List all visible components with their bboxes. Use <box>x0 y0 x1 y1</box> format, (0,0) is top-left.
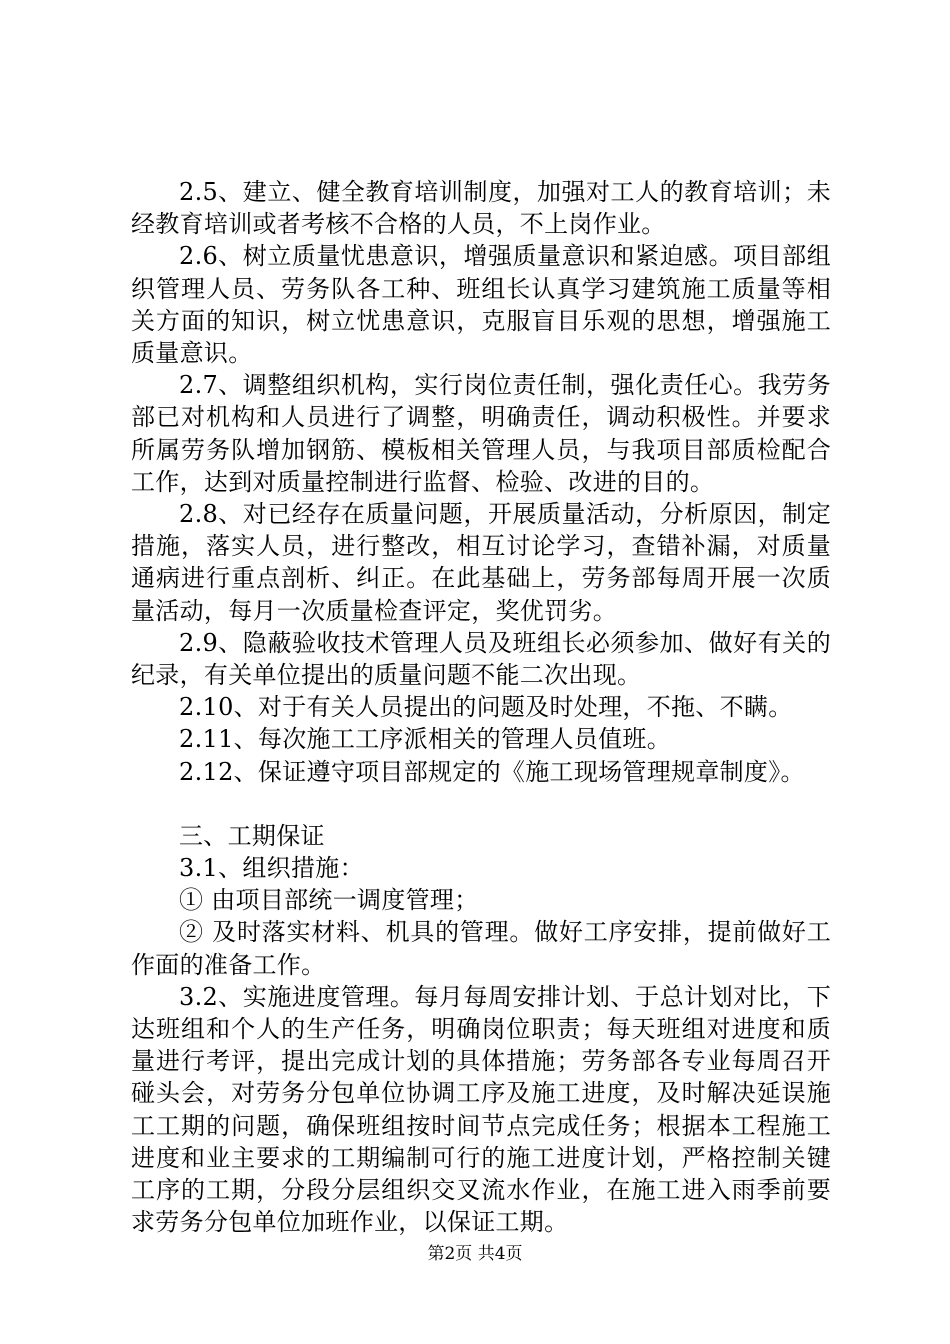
list-item-1: ① 由项目部统一调度管理； <box>179 886 479 915</box>
paragraph-2-7: 2.7、调整组织机构，实行岗位责任制，强化责任心。我劳务部已对机构和人员进行了调整，明确责任，调动积极性。并要求所属劳务队增加钢筋、模板相关管理人员，与我项目部质检配合工作，达到对质量控制进行监督、检验、改进的目的。 <box>131 371 831 496</box>
paragraph-2-9: 2.9、隐蔽验收技术管理人员及班组长必须参加、做好有关的纪录，有关单位提出的质量问题不能二次出现。 <box>131 628 831 690</box>
paragraph-2-11: 2.11、每次施工工序派相关的管理人员值班。 <box>179 725 672 754</box>
paragraph-3-2: 3.2、实施进度管理。每月每周安排计划、于总计划对比，下达班组和个人的生产任务，明确岗位职责；每天班组对进度和质量进行考评，提出完成计划的具体措施；劳务部各专业每周召开碰头会，对劳务分包单位协调工序及施工进度，及时解决延误施工工期的问题，确保班组按时间节点完成任务；根据本工程施工进度和业主要求的工期编制可行的施工进度计划，严格控制关键工序的工期，分段分层组织交叉流水作业，在施工进入雨季前要求劳务分包单位加班作业，以保证工期。 <box>131 982 831 1237</box>
list-item-2: ② 及时落实材料、机具的管理。做好工序安排，提前做好工作面的准备工作。 <box>131 918 831 979</box>
page-number-footer: 第2页 共4页 <box>427 1244 523 1264</box>
paragraph-2-5: 2.5、建立、健全教育培训制度，加强对工人的教育培训；未经教育培训或者考核不合格的人员，不上岗作业。 <box>131 178 831 239</box>
paragraph-2-10: 2.10、对于有关人员提出的问题及时处理，不拖、不瞒。 <box>179 693 793 722</box>
paragraph-2-12: 2.12、保证遵守项目部规定的《施工现场管理规章制度》。 <box>179 757 805 786</box>
paragraph-2-8: 2.8、对已经存在质量问题，开展质量活动，分析原因，制定措施，落实人员，进行整改，相互讨论学习，查错补漏，对质量通病进行重点剖析、纠正。在此基础上，劳务部每周开展一次质量活动，每月一次质量检查评定，奖优罚劣。 <box>131 500 831 625</box>
paragraph-2-6: 2.6、树立质量忧患意识，增强质量意识和紧迫感。项目部组织管理人员、劳务队各工种、班组长认真学习建筑施工质量等相关方面的知识，树立忧患意识，克服盲目乐观的思想，增强施工质量意识。 <box>131 242 831 368</box>
paragraph-3-1: 3.1、组织措施： <box>179 854 364 883</box>
document-body <box>131 176 831 1239</box>
section-heading: 三、工期保证 <box>179 821 325 850</box>
section-gap <box>131 788 831 820</box>
